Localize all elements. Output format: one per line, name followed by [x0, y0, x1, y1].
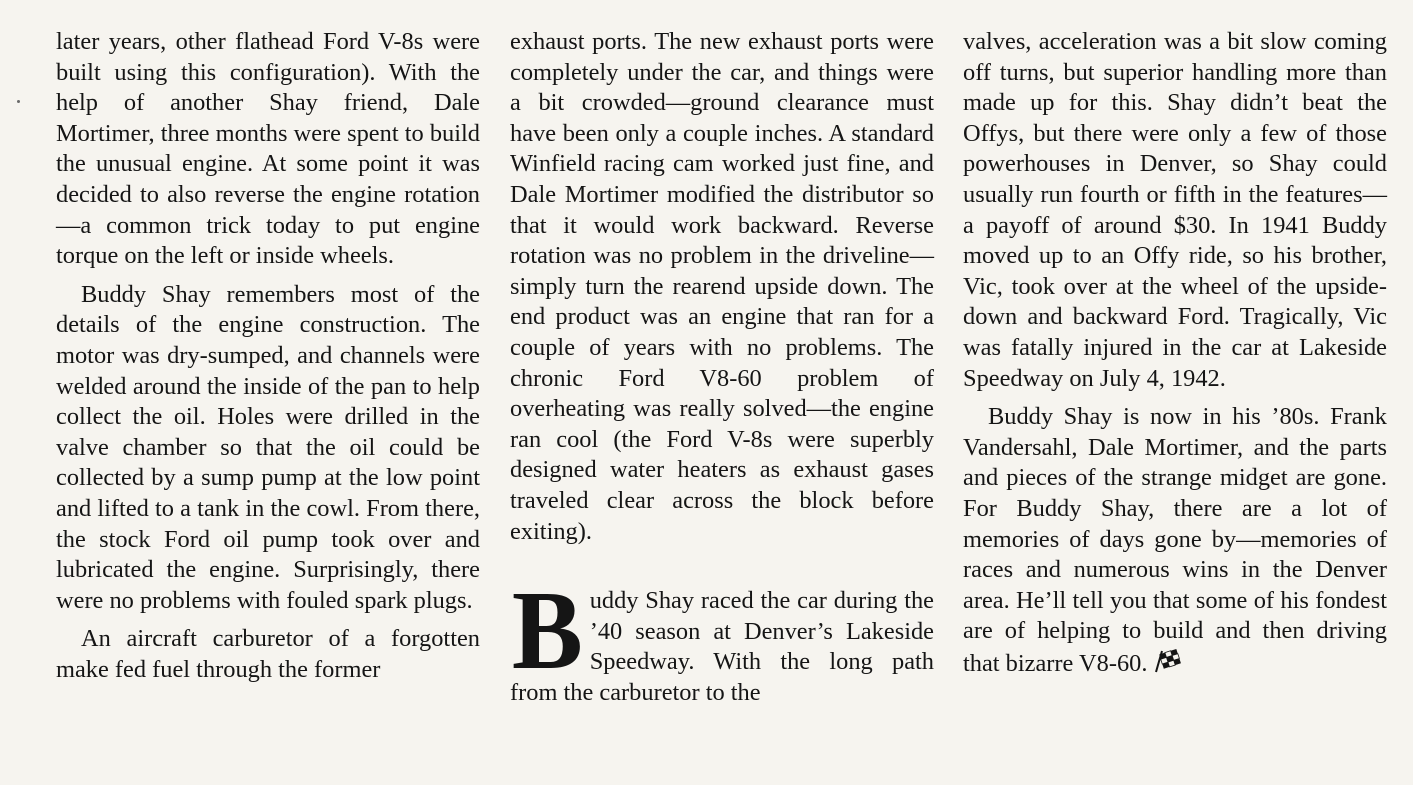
column-1-paragraph-3: An aircraft carburetor of a forgotten make fed fuel through the former	[56, 625, 480, 683]
checkered-flag-icon	[1152, 647, 1184, 675]
article-column-2	[510, 27, 934, 716]
column-1-paragraph-2: Buddy Shay remembers most of the details of the engine construction. The motor was dry-sumped, and channels were welded around the inside of the pan to help collect the oil. Holes were drilled in the valve chamber so that the oil could be collected by a sump pump at the low point and lifted to a tank in the cowl. From there, the stock Ford oil pump took over and lubricated the engine. Surprisingly, there were no problems with fouled spark plugs.	[56, 280, 480, 614]
column-3-paragraph-2	[963, 402, 1387, 679]
article-column-3	[963, 27, 1387, 687]
column-3-paragraph-2-text: Buddy Shay is now in his ’80s. Frank Vandersahl, Dale Mortimer, and the parts and pieces of the strange midget are gone. For Buddy Shay, there are a lot of memories of days gone by—memories of races and numerous wins in the Denver area. He’ll tell you that some of his fondest are of helping to build and then driving that bizarre V8-60.	[963, 403, 1387, 677]
column-3-paragraph-1: valves, acceleration was a bit slow coming off turns, but superior handling more than made up for this. Shay didn’t beat the Offys, but there were only a few of those powerhouses in Denver, so Shay could usually run fourth or fifth in the features—a payoff of around $30. In 1941 Buddy moved up to an Offy ride, so his brother, Vic, took over at the wheel of the upside-down and backward Ford. Tragically, Vic was fatally injured in the car at Lakeside Speedway on July 4, 1942.	[963, 28, 1387, 392]
drop-cap-letter: B	[511, 569, 583, 694]
column-2-paragraph-1: exhaust ports. The new exhaust ports were completely under the car, and things were a bit crowded—ground clearance must have been only a couple inches. A standard Winfield racing cam worked just fine, and Dale Mortimer modified the distributor so that it would work backward. Reverse rotation was no problem in the driveline—simply turn the rearend upside down. The end product was an engine that ran for a couple of years with no problems. The chronic Ford V8-60 problem of overheating was really solved—the engine ran cool (the Ford V-8s were superbly designed water heaters as exhaust gases traveled clear across the block before exiting).	[510, 28, 934, 545]
column-1-paragraph-1: later years, other flathead Ford V-8s were built using this configuration). With the help of another Shay friend, Dale Mortimer, three months were spent to build the unusual engine. At some point it was decided to also reverse the engine rotation—a common trick today to put engine torque on the left or inside wheels.	[56, 28, 480, 270]
column-2-paragraph-2	[510, 569, 934, 708]
page-edge-mark	[17, 100, 20, 103]
column-2-paragraph-2-text: uddy Shay raced the car during the ’40 season at Denver’s Lakeside Speedway. With the long path from the carburetor to the	[510, 587, 934, 706]
article-column-1	[56, 27, 480, 693]
